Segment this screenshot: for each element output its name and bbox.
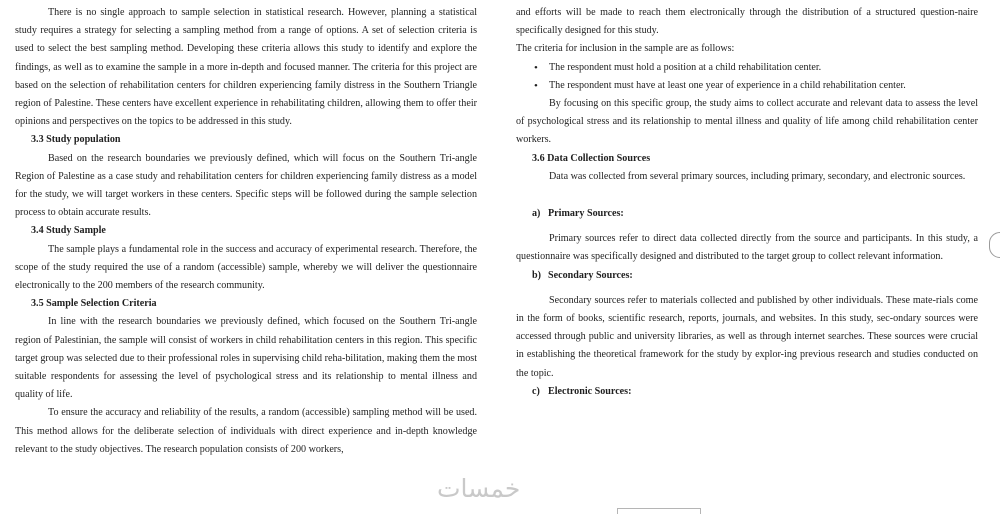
electronic-label: c) — [532, 385, 540, 397]
criteria-list — [516, 59, 978, 95]
section-3-3-paragraph: Based on the research boundaries we previously defined, which will focus on the Southern Tri-angle Region of Palestine as a case study and rehabilitation centers for children experiencing family distress as a model for the study, we will target workers in these centers. Specific steps will be followed during the sample selection process to obtain accurate results. — [15, 152, 477, 219]
scroll-handle[interactable] — [989, 232, 1000, 258]
section-3-6-heading: 3.6 Data Collection Sources — [532, 152, 651, 164]
bottom-tab[interactable] — [617, 508, 701, 514]
primary-sources-paragraph: Primary sources refer to direct data collected directly from the source and participants. In this study, a questionnaire was specifically designed and distributed to the target group to collect relevant information. — [516, 233, 978, 263]
section-3-4-heading: 3.4 Study Sample — [31, 225, 106, 237]
secondary-label: b) — [532, 269, 541, 281]
primary-label: a) — [532, 208, 541, 220]
secondary-sources-heading — [516, 267, 978, 285]
electronic-heading-text: Electronic Sources: — [548, 385, 632, 397]
secondary-sources-paragraph: Secondary sources refer to materials collected and published by other individuals. These mate-rials come in the form of books, scientific research, reports, journals, and websites. In this study, sec-ondary sources were accessed through public and university libraries, as well as through internet searches. These sources were crucial in establishing the theoretical framework for the study by explor-ing previous research and studies conducted on the topic. — [516, 294, 978, 379]
focus-paragraph: By focusing on this specific group, the study aims to collect accurate and relevant data to assess the level of psychological stress and its relationship to mental illness and quality of life among child rehabilitation center workers. — [516, 98, 978, 146]
secondary-heading-text: Secondary Sources: — [548, 269, 633, 281]
electronic-sources-heading — [516, 383, 978, 401]
intro-paragraph: There is no single approach to sample selection in statistical research. However, planning a statistical study requires a strategy for selecting a sampling method from a range of options. A set of selection criteria is used to select the best sampling method. Developing these criteria allows this study to identify and explore the findings, as well as to examine the sample in a more in-depth and focused manner. The criteria for this project are based on the selection of rehabilitation centers for children experiencing family distress in the Southern Triangle region of Palestine. These centers have excellent experience in rehabilitating children, allowing them to offer their opinions and perspectives on the topics to be addressed in this study. — [15, 7, 477, 128]
primary-sources-heading — [516, 205, 978, 223]
criteria-item: • The respondent must hold a position at a child rehabilitation center. — [516, 59, 978, 77]
criteria-item: • The respondent must have at least one year of experience in a child rehabilitation center. — [516, 77, 978, 95]
section-3-5-paragraph: In line with the research boundaries we previously defined, which focused on the Southern Tri-angle region of Palestinian, the sample will consist of workers in child rehabilitation centers in this region. This specific target group was selected due to their professional roles in supervising child reha-bilitation, making them the most suitable respondents for assessing the level of psychological stress and its relationship to mental illness and quality of life. — [15, 316, 477, 401]
primary-heading-text: Primary Sources: — [548, 208, 624, 220]
section-3-6-paragraph: Data was collected from several primary sources, including primary, secondary, and electronic sources. — [549, 170, 966, 182]
section-3-5-paragraph-2: To ensure the accuracy and reliability of the results, a random (accessible) sampling method will be used. This method allows for the deliberate selection of individuals with direct experience and in-depth knowledge relevant to the study objectives. The research population consists of 200 workers, — [15, 407, 477, 455]
right-column — [516, 4, 978, 401]
section-3-4-paragraph: The sample plays a fundamental role in the success and accuracy of experimental research. Therefore, the scope of the study required the use of a random (accessible) sample, whereby we will deliver the questionnaire electronically to the 200 members of the research community. — [15, 243, 477, 292]
left-column — [15, 4, 477, 459]
continuation-paragraph: and efforts will be made to reach them electronically through the distribution of a structured question-naire specifically designed for this study. — [516, 7, 978, 37]
criteria-intro: The criteria for inclusion in the sample are as follows: — [516, 43, 735, 55]
section-3-5-heading: 3.5 Sample Selection Criteria — [31, 298, 157, 310]
section-3-3-heading: 3.3 Study population — [31, 134, 121, 146]
spacer — [516, 186, 978, 205]
watermark: خمسات — [437, 474, 521, 503]
